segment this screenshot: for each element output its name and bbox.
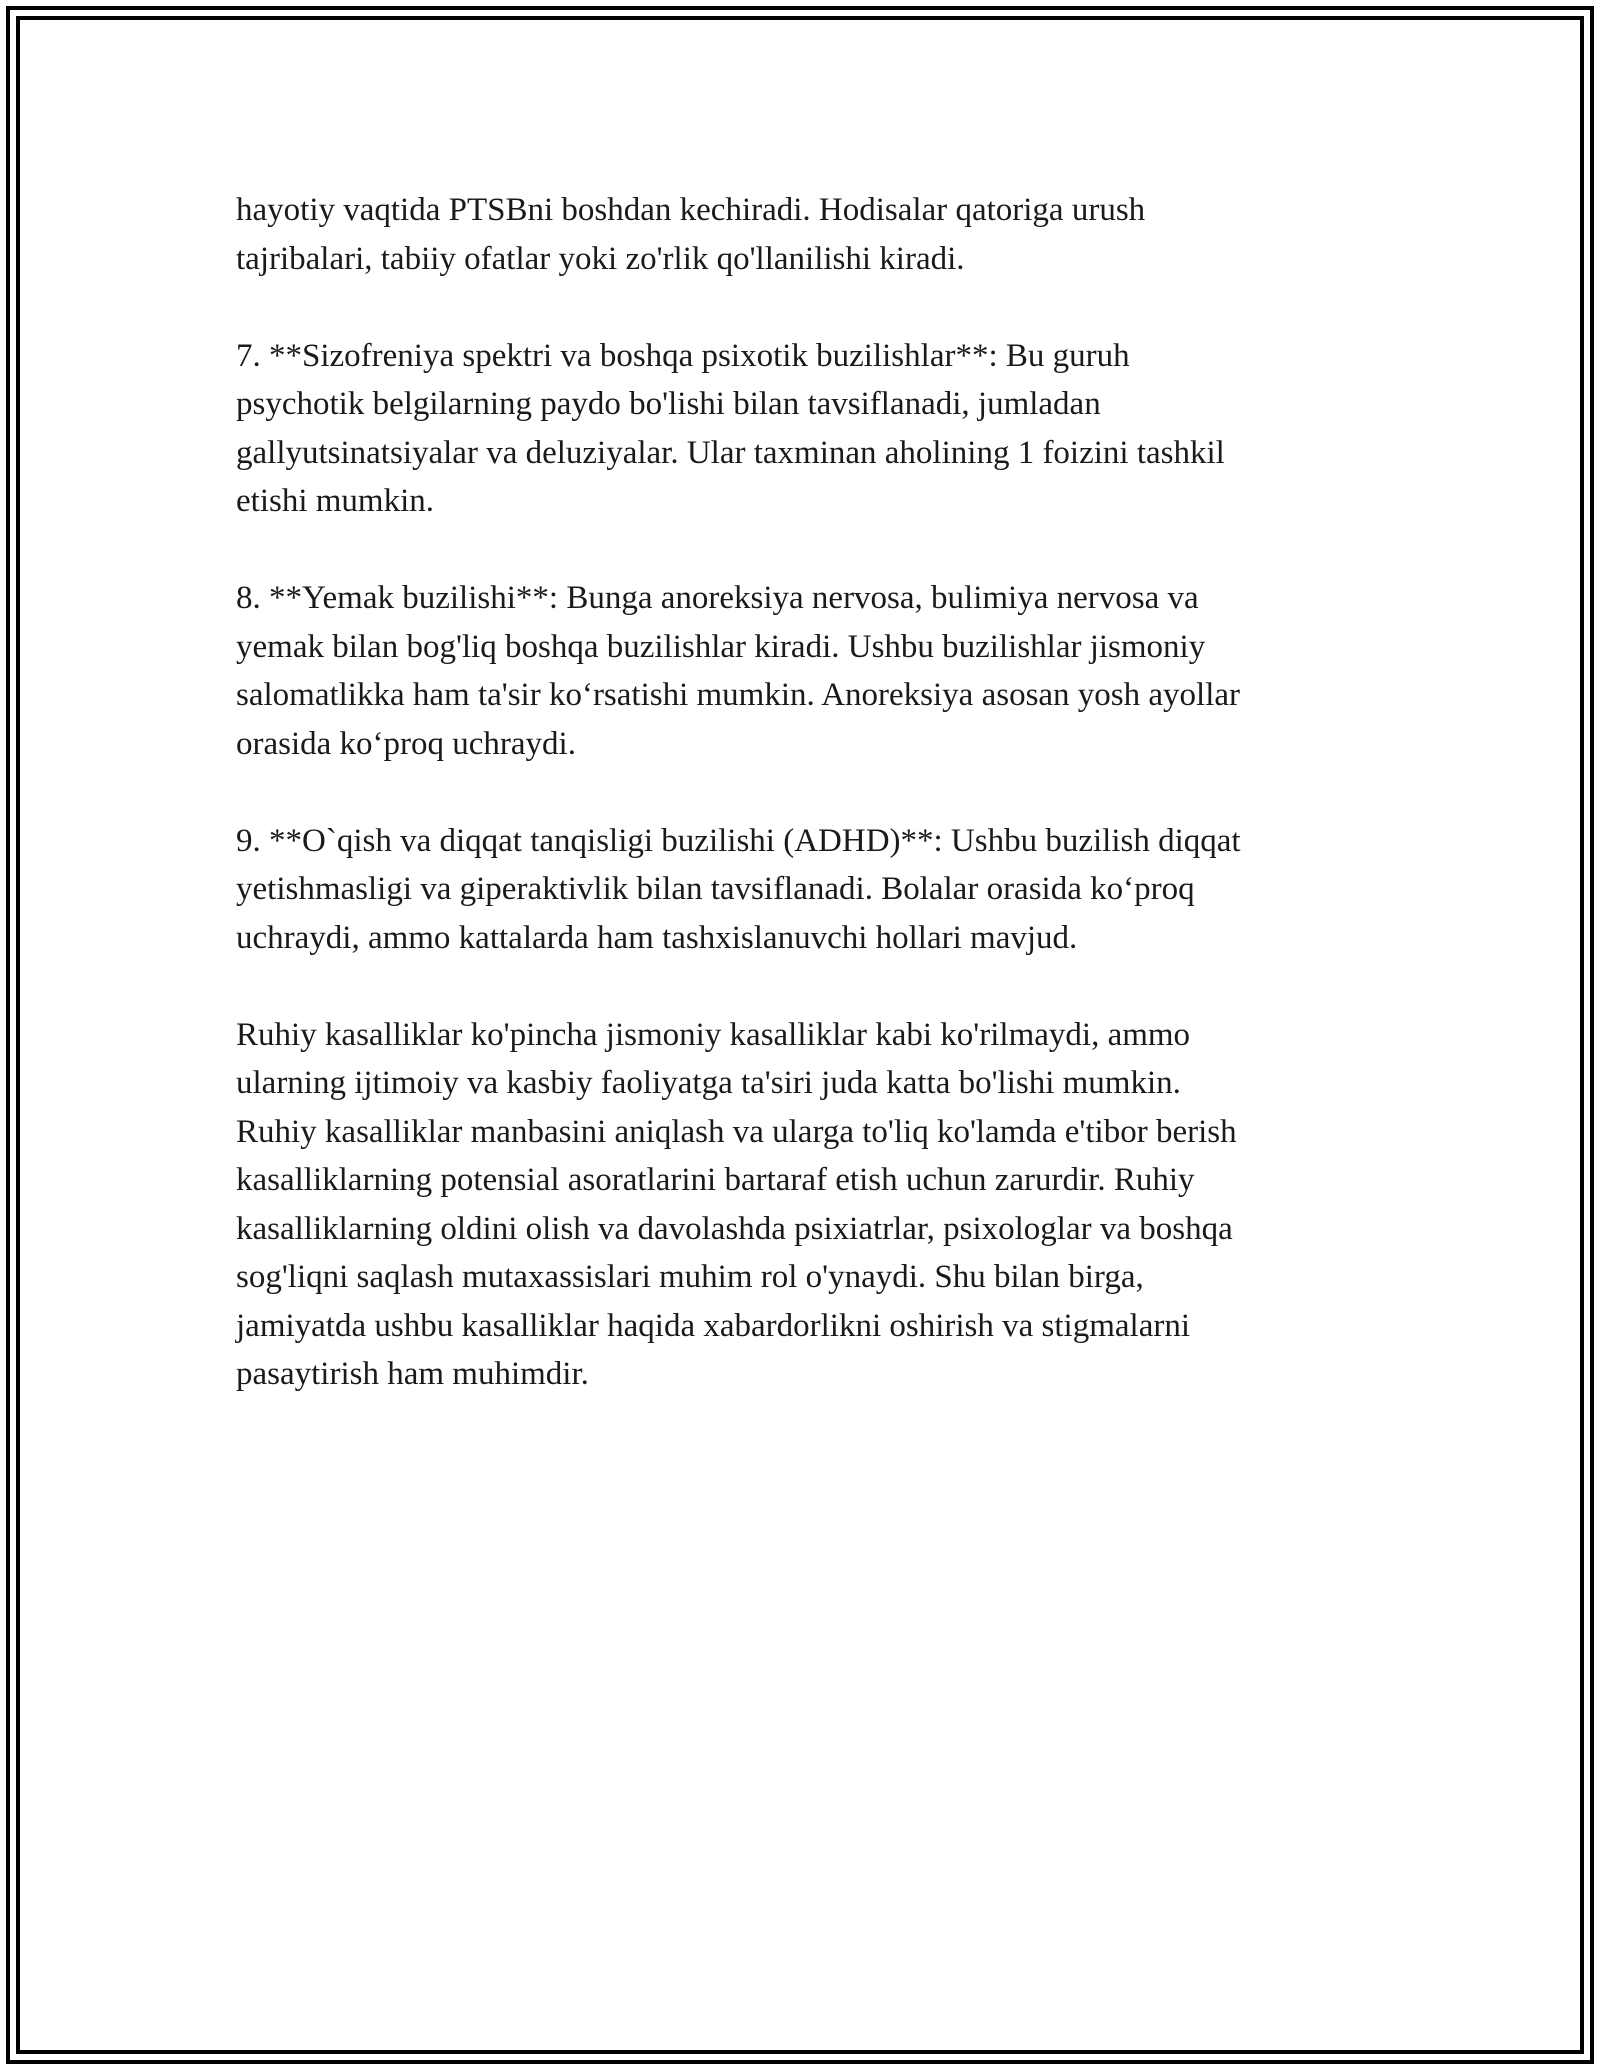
paragraph-schizophrenia: 7. **Sizofreniya spektri va boshqa psixotik buzilishlar**: Bu guruh psychotik belgilarning paydo bo'lishi bilan tavsiflanadi, jumladan gallyutsinatsiyalar va deluziyalar. Ular taxminan aholining 1 foizini tashkil etishi mumkin. [236, 337, 1225, 519]
paragraph-conclusion: Ruhiy kasalliklar ko'pincha jismoniy kasalliklar kabi ko'rilmaydi, ammo ularning ijtimoiy va kasbiy faoliyatga ta'siri juda katta bo'lishi mumkin. Ruhiy kasalliklar manbasini aniqlash va ularga to'liq ko'lamda e'tibor berish kasalliklarning potensial asoratlarini bartaraf etish uchun zarurdir. Ruhiy kasalliklarning oldini olish va davolashda psixiatrlar, psixologlar va boshqa sog'liqni saqlash mutaxassislari muhim rol o'ynaydi. Shu bilan birga, jamiyatda ushbu kasalliklar haqida xabardorlikni oshirish va stigmalarni pasaytirish ham muhimdir. [236, 1016, 1237, 1392]
paragraph-ptsd-continuation: hayotiy vaqtida PTSBni boshdan kechiradi. Hodisalar qatoriga urush tajribalari, tabiiy ofatlar yoki zo'rlik qo'llanilishi kiradi. [236, 192, 1146, 277]
document-body [236, 186, 1386, 1447]
paragraph-eating-disorder: 8. **Yemak buzilishi**: Bunga anoreksiya nervosa, bulimiya nervosa va yemak bilan bog'liq boshqa buzilishlar kiradi. Ushbu buzilishlar jismoniy salomatlikka ham ta'sir koʻrsatishi mumkin. Anoreksiya asosan yosh ayollar orasida koʻproq uchraydi. [236, 580, 1241, 762]
paragraph-adhd: 9. **O`qish va diqqat tanqisligi buzilishi (ADHD)**: Ushbu buzilish diqqat yetishmasligi va giperaktivlik bilan tavsiflanadi. Bolalar orasida koʻproq uchraydi, ammo kattalarda ham tashxislanuvchi hollari mavjud. [236, 822, 1241, 956]
